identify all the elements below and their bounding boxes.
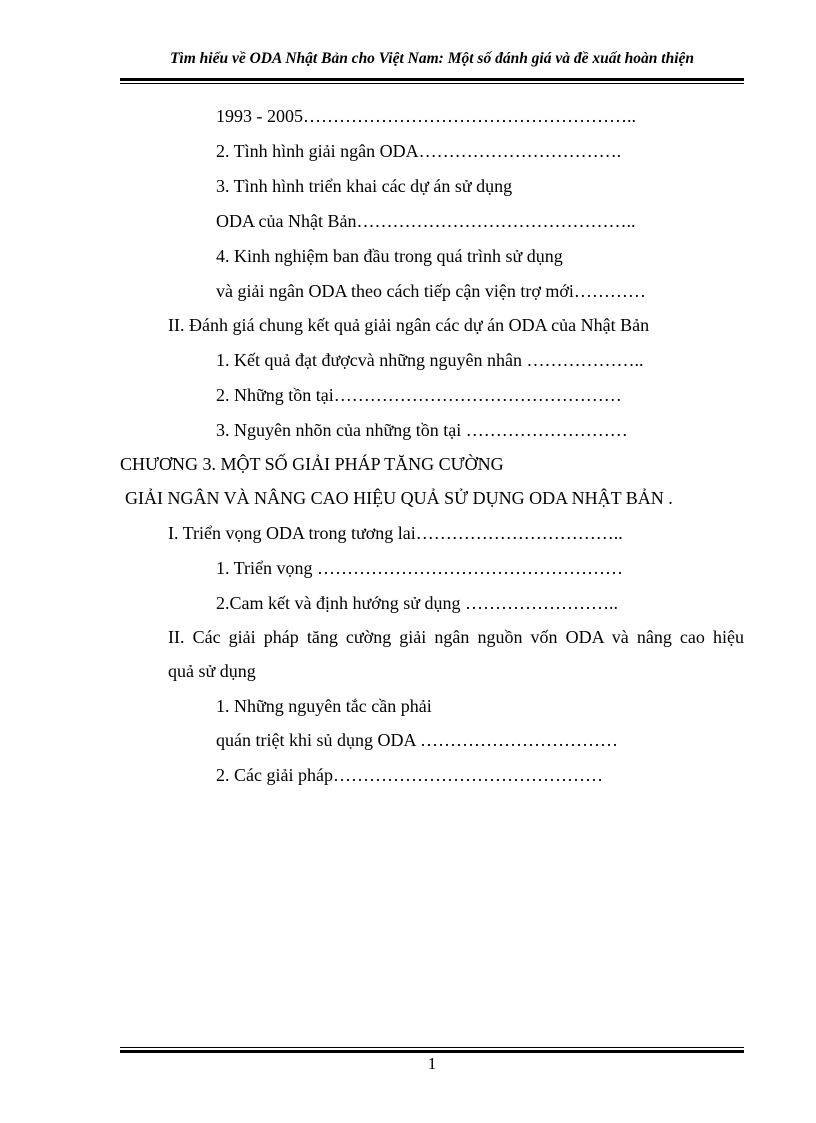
toc-chapter-3-title: CHƯƠNG 3. MỘT SỐ GIẢI PHÁP TĂNG CƯỜNG bbox=[120, 454, 504, 474]
toc-line-project-implementation: 3. Tình hình triển khai các dự án sử dụng bbox=[216, 176, 513, 196]
toc-line-solutions: 2. Các giải pháp……………………………………… bbox=[216, 765, 603, 785]
toc-line-prospects: 1. Triển vọng …………………………………………… bbox=[216, 558, 624, 578]
toc-section-solutions: II. Các giải pháp tăng cường giải ngân nguồn vốn ODA và nâng cao hiệu bbox=[168, 627, 744, 647]
toc-line-shortcomings: 2. Những tồn tại………………………………………… bbox=[216, 385, 622, 405]
toc-line-1993-2005: 1993 - 2005……………………………………………….. bbox=[216, 106, 636, 126]
toc-section-general-assessment: II. Đánh giá chung kết quả giải ngân các dự án ODA của Nhật Bản bbox=[168, 315, 650, 335]
footer-rule-thin bbox=[120, 1047, 744, 1048]
footer-rule-thick bbox=[120, 1050, 744, 1053]
toc-line-results-causes: 1. Kết quả đạt đượcvà những nguyên nhân ……………….. bbox=[216, 350, 644, 370]
toc-line-principles-cont: quán triệt khi sủ dụng ODA …………………………… bbox=[216, 730, 618, 750]
toc-line-initial-experience: 4. Kinh nghiệm ban đầu trong quá trình sử dụng bbox=[216, 246, 563, 266]
toc-line-causes-of-shortcomings: 3. Nguyên nhõn của những tồn tại ……………………… bbox=[216, 420, 628, 440]
page-number: 1 bbox=[427, 1054, 437, 1073]
toc-line-new-approach: và giải ngân ODA theo cách tiếp cận viện trợ mới………… bbox=[216, 281, 646, 301]
toc-section-future-prospects: I. Triển vọng ODA trong tương lai…………………………….. bbox=[168, 523, 623, 543]
footer-rule bbox=[120, 1047, 744, 1053]
toc-section-solutions-cont: quả sử dụng bbox=[168, 661, 256, 681]
toc-line-principles: 1. Những nguyên tắc cần phải bbox=[216, 696, 432, 716]
toc-chapter-3-subtitle: GIẢI NGÂN VÀ NÂNG CAO HIỆU QUẢ SỬ DỤNG ODA NHẬT BẢN . bbox=[125, 488, 673, 508]
toc-line-disbursement: 2. Tình hình giải ngân ODA……………………………. bbox=[216, 141, 622, 161]
toc-line-commitments: 2.Cam kết và định hướng sử dụng …………………….. bbox=[216, 593, 619, 613]
running-header-title: Tìm hiểu về ODA Nhật Bản cho Việt Nam: Một số đánh giá và đề xuất hoàn thiện bbox=[169, 50, 695, 67]
toc-line-oda-japan: ODA của Nhật Bản……………………………………….. bbox=[216, 211, 636, 231]
